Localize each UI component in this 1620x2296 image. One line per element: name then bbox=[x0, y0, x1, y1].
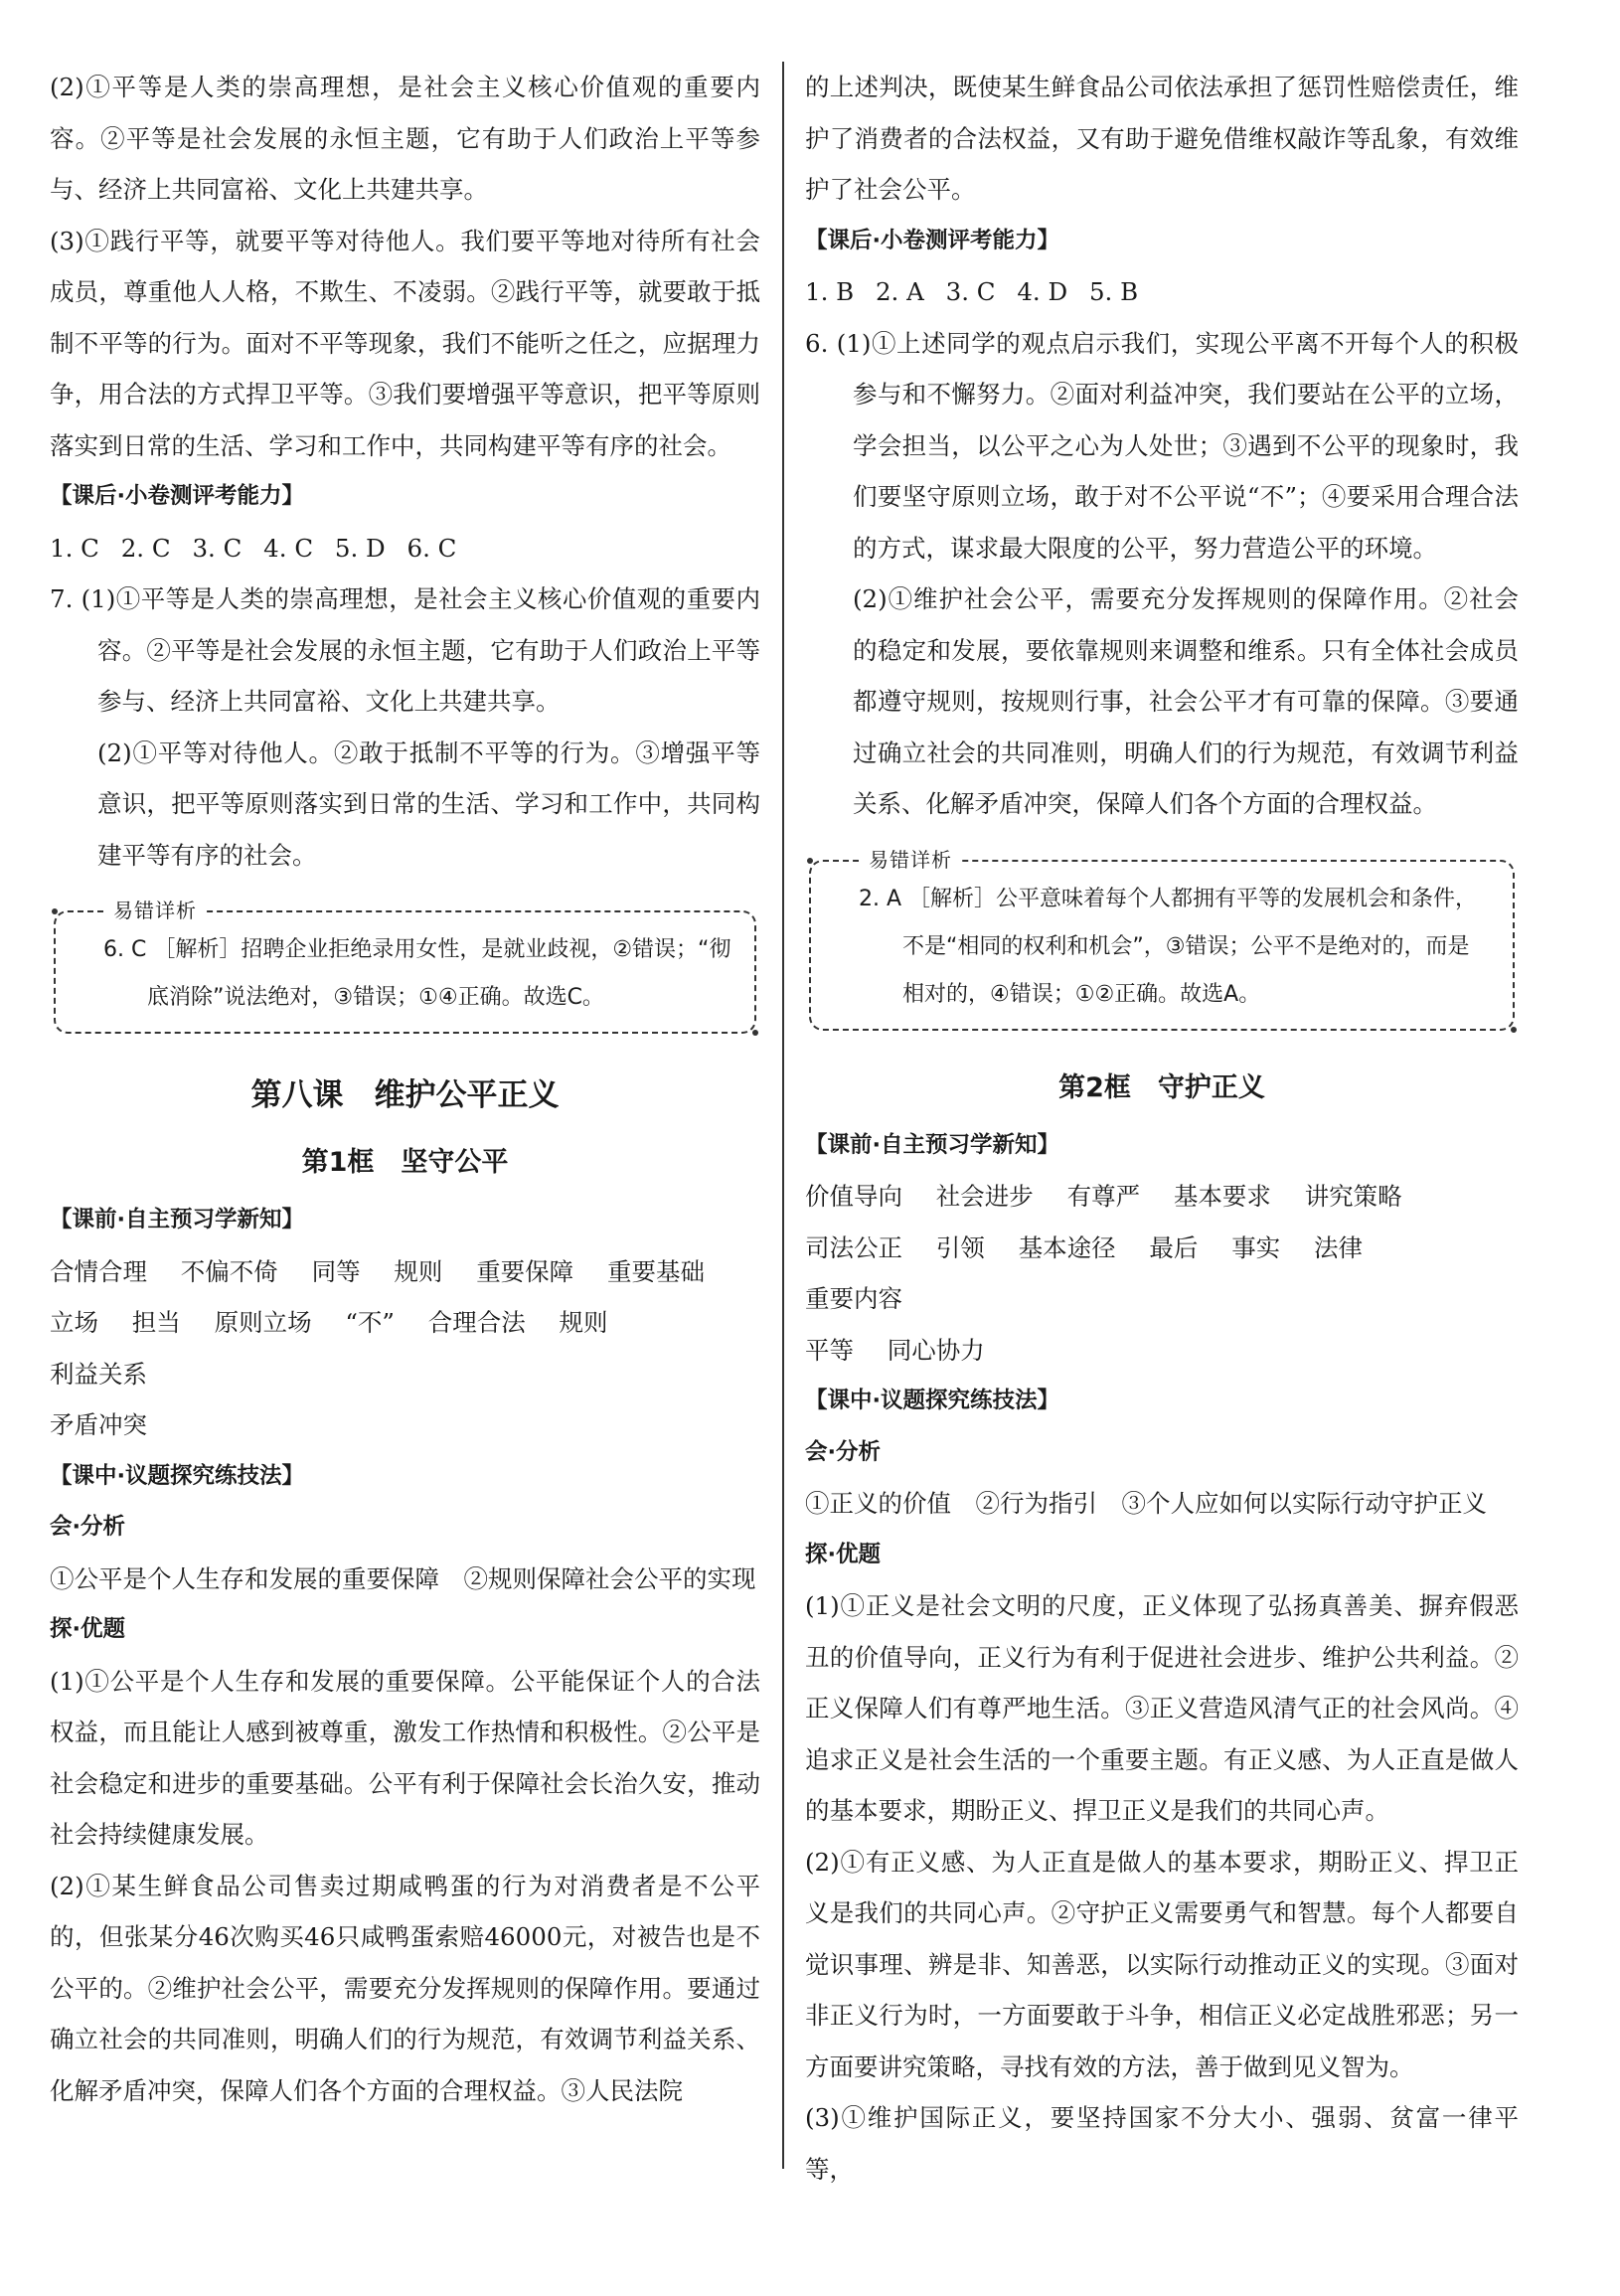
left-column bbox=[50, 62, 760, 2116]
section-heading: 【课中·议题探究练技法】 bbox=[50, 1462, 305, 1489]
paragraph: (1)①公平是个人生存和发展的重要保障。公平能保证个人的合法权益，而且能让人感到被尊重，激发工作热情和积极性。②公平是社会稳定和进步的重要基础。公平有利于保障社会长治久安，推动社会持续健康发展。 bbox=[50, 1666, 760, 1849]
section-heading: 【课后·小卷测评考能力】 bbox=[50, 483, 305, 509]
term-row bbox=[805, 1325, 1519, 1377]
term: 引领 bbox=[935, 1232, 985, 1262]
error-analysis-text: 2. A ［解析］公平意味着每个人都拥有平等的发展机会和条件，不是“相同的权利和机会”，③错误；公平不是绝对的，而是相对的，④错误；①②正确。故选A。 bbox=[859, 886, 1478, 1007]
section-heading: 【课后·小卷测评考能力】 bbox=[805, 227, 1060, 253]
answer: 1. C bbox=[50, 533, 99, 563]
paragraph: (2)①维护社会公平，需要充分发挥规则的保障作用。②社会的稳定和发展，要依靠规则来调整和维系。只有全体社会成员都遵守规则，按规则行事，社会公平才有可靠的保障。③要通过确立社会的共同准则，明确人们的行为规范，有效调节利益关系、化解矛盾冲突，保障人们各个方面的合理权益。 bbox=[853, 584, 1519, 818]
paragraph: (1)①正义是社会文明的尺度，正义体现了弘扬真善美、摒弃假恶丑的价值导向，正义行为有利于促进社会进步、维护公共利益。②正义保障人们有尊严地生活。③正义营造风清气正的社会风尚。④追求正义是社会生活的一个重要主题。有正义感、为人正直是做人的基本要求，期盼正义、捍卫正义是我们的共同心声。 bbox=[805, 1591, 1519, 1825]
term: 利益关系 bbox=[50, 1359, 147, 1389]
term: 有尊严 bbox=[1066, 1182, 1141, 1211]
term: 讲究策略 bbox=[1304, 1182, 1402, 1211]
term: 基本途径 bbox=[1018, 1232, 1116, 1262]
term: 原则立场 bbox=[214, 1308, 312, 1337]
answer: 1. B bbox=[805, 277, 855, 306]
term-row bbox=[50, 1399, 760, 1451]
paragraph: 7. (1)①平等是人类的崇高理想，是社会主义核心价值观的重要内容。②平等是社会发展的永恒主题，它有助于人们政治上平等参与、经济上共同富裕、文化上共建共享。 bbox=[50, 584, 760, 716]
term: 不偏不倚 bbox=[180, 1256, 278, 1286]
paragraph: 的上述判决，既使某生鲜食品公司依法承担了惩罚性赔偿责任，维护了消费者的合法权益，又有助于避免借维权敲诈等乱象，有效维护了社会公平。 bbox=[805, 73, 1519, 204]
term: 社会进步 bbox=[935, 1182, 1034, 1211]
paragraph: (2)①有正义感、为人正直是做人的基本要求，期盼正义、捍卫正义是我们的共同心声。②守护正义需要勇气和智慧。每个人都要自觉识事理、辨是非、知善恶，以实际行动推动正义的实现。③面对非正义行为时，一方面要敢于斗争，相信正义必定战胜邪恶；另一方面要讲究策略，寻找有效的方法，善于做到见义智为。 bbox=[805, 1847, 1519, 2081]
term: 规则 bbox=[394, 1256, 443, 1286]
paragraph: (3)①践行平等，就要平等对待他人。我们要平等地对待所有社会成员，尊重他人人格，不欺生、不凌弱。②践行平等，就要敢于抵制不平等的行为。面对不平等现象，我们不能听之任之，应据理力争，用合法的方式捍卫平等。③我们要增强平等意识，把平等原则落实到日常的生活、学习和工作中，共同构建平等有序的社会。 bbox=[50, 226, 760, 460]
sub-heading: 会·分析 bbox=[805, 1438, 882, 1465]
right-column bbox=[805, 62, 1519, 2195]
paragraph: 6. (1)①上述同学的观点启示我们，实现公平离不开每个人的积极参与和不懈努力。②面对利益冲突，我们要站在公平的立场，学会担当，以公平之心为人处世；③遇到不公平的现象时，我们要坚守原则立场，敢于对不公平说“不”；④要采用合理合法的方式，谋求最大限度的公平，努力营造公平的环境。 bbox=[805, 328, 1519, 563]
error-analysis-label: 易错详析 bbox=[103, 896, 207, 925]
term: 担当 bbox=[131, 1308, 181, 1337]
term: 重要基础 bbox=[606, 1256, 705, 1286]
answer: 4. D bbox=[1017, 277, 1068, 306]
term: 合情合理 bbox=[50, 1256, 147, 1286]
term: 事实 bbox=[1231, 1232, 1281, 1262]
term: 司法公正 bbox=[805, 1232, 902, 1262]
term: 基本要求 bbox=[1173, 1182, 1271, 1211]
term: 重要保障 bbox=[476, 1256, 574, 1286]
paragraph: (3)①维护国际正义，要坚持国家不分大小、强弱、贫富一律平等， bbox=[805, 2103, 1519, 2184]
section-heading: 【课中·议题探究练技法】 bbox=[805, 1388, 1060, 1413]
answer: 2. A bbox=[875, 277, 924, 306]
term: 同等 bbox=[311, 1256, 361, 1286]
answer: 5. B bbox=[1088, 277, 1139, 306]
answer: 3. C bbox=[945, 277, 996, 306]
frame-title: 第2框 守护正义 bbox=[1058, 1071, 1265, 1103]
section-heading: 【课前·自主预习学新知】 bbox=[50, 1207, 305, 1232]
term-row bbox=[805, 1223, 1519, 1325]
paragraph: ①公平是个人生存和发展的重要保障 ②规则保障社会公平的实现 bbox=[50, 1563, 756, 1593]
term: “不” bbox=[345, 1308, 395, 1337]
paragraph: ①正义的价值 ②行为指引 ③个人应如何以实际行动守护正义 bbox=[805, 1489, 1487, 1518]
term: 平等 bbox=[805, 1335, 854, 1365]
term: 规则 bbox=[559, 1308, 608, 1337]
term: 合理合法 bbox=[427, 1308, 526, 1337]
sub-heading: 会·分析 bbox=[50, 1514, 126, 1540]
answer: 4. C bbox=[263, 533, 314, 563]
paragraph: (2)①平等是人类的崇高理想，是社会主义核心价值观的重要内容。②平等是社会发展的永恒主题，它有助于人们政治上平等参与、经济上共同富裕、文化上共建共享。 bbox=[50, 73, 760, 204]
term: 法律 bbox=[1313, 1232, 1363, 1262]
answer: 2. C bbox=[120, 533, 171, 563]
answer-list bbox=[50, 523, 760, 574]
term: 矛盾冲突 bbox=[50, 1410, 147, 1439]
answer: 3. C bbox=[192, 533, 243, 563]
error-analysis-label: 易错详析 bbox=[859, 845, 962, 875]
answer: 5. D bbox=[334, 533, 386, 563]
sub-heading: 探·优题 bbox=[805, 1541, 882, 1567]
error-analysis-box bbox=[809, 847, 1515, 1031]
term: 立场 bbox=[50, 1308, 98, 1337]
term-row bbox=[50, 1297, 760, 1399]
error-analysis-text: 6. C ［解析］招聘企业拒绝录用女性，是就业歧视，②错误；“彻底消除”说法绝对，③错误；①④正确。故选C。 bbox=[103, 937, 731, 1010]
answer: 6. C bbox=[406, 533, 457, 563]
term-row bbox=[805, 1171, 1519, 1223]
error-analysis-box bbox=[54, 899, 756, 1034]
term: 同心协力 bbox=[887, 1335, 985, 1365]
term-row bbox=[50, 1246, 760, 1298]
column-divider bbox=[782, 62, 784, 2169]
lesson-title: 第八课 维护公平正义 bbox=[250, 1077, 560, 1113]
section-heading: 【课前·自主预习学新知】 bbox=[805, 1131, 1060, 1158]
term: 重要内容 bbox=[805, 1284, 902, 1313]
paragraph: (2)①平等对待他人。②敢于抵制不平等的行为。③增强平等意识，把平等原则落实到日常的生活、学习和工作中，共同构建平等有序的社会。 bbox=[97, 738, 760, 870]
answer-list bbox=[805, 266, 1519, 318]
paragraph: (2)①某生鲜食品公司售卖过期咸鸭蛋的行为对消费者是不公平的，但张某分46次购买46只咸鸭蛋索赔46000元，对被告也是不公平的。②维护社会公平，需要充分发挥规则的保障作用。要通过确立社会的共同准则，明确人们的行为规范，有效调节利益关系、化解矛盾冲突，保障人们各个方面的合理权益。③人民法院 bbox=[50, 1871, 760, 2105]
term: 价值导向 bbox=[805, 1182, 902, 1211]
frame-title: 第1框 坚守公平 bbox=[301, 1147, 509, 1178]
sub-heading: 探·优题 bbox=[50, 1616, 126, 1642]
term: 最后 bbox=[1149, 1232, 1199, 1262]
